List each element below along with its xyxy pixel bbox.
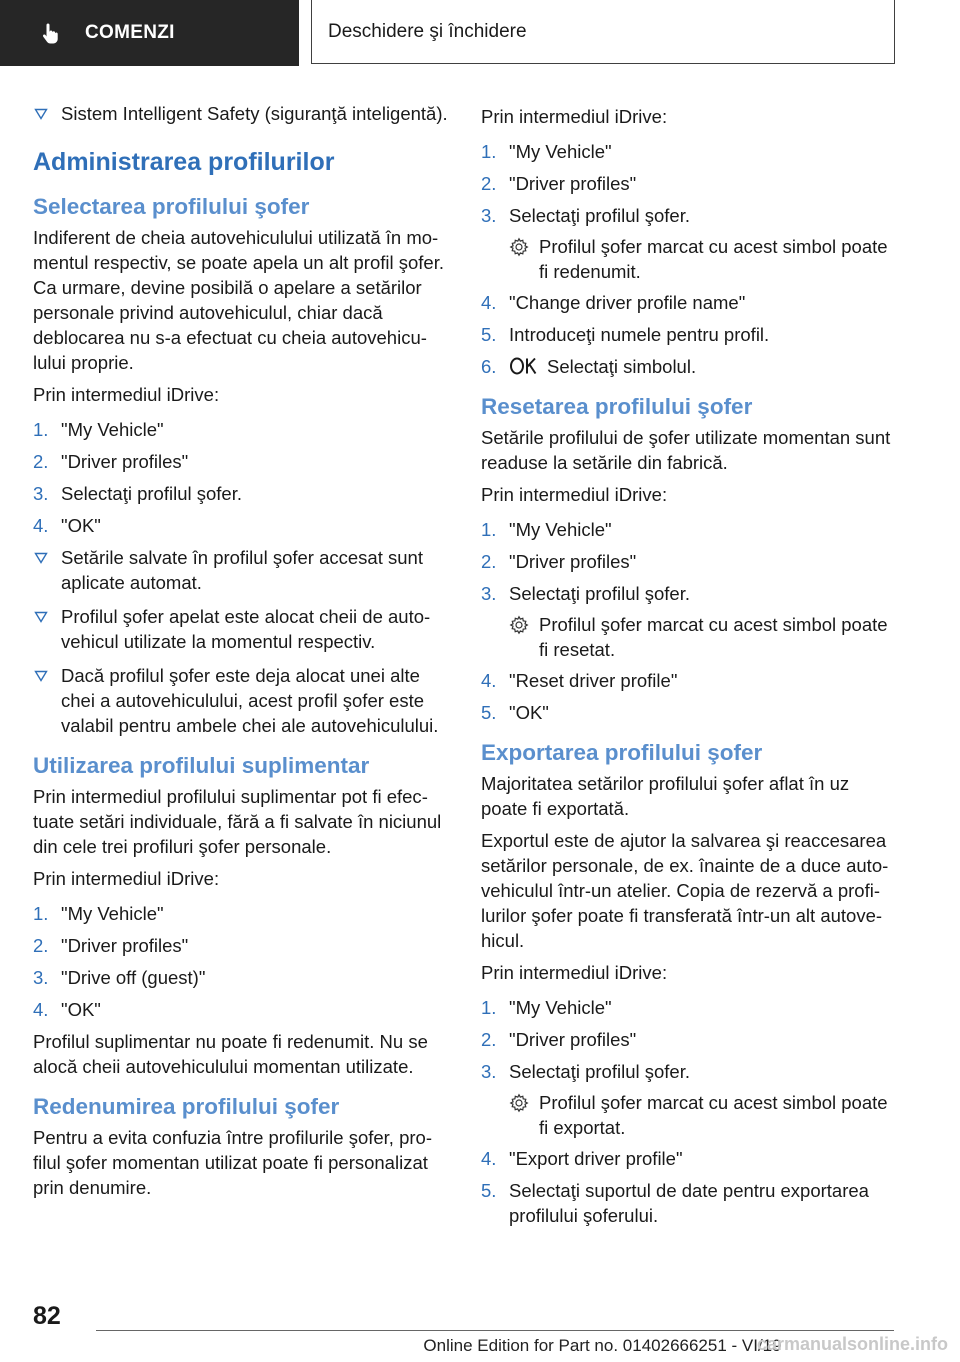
chapter-title: COMENZI — [85, 22, 175, 43]
list-item: 3. "Drive off (guest)" — [33, 967, 206, 988]
list-item: 2. "Driver profiles" — [33, 451, 189, 472]
bullet-item: Dacă profilul şofer este deja alocat unei alte chei a autovehiculului, acest profil şofer este valabil pentru ambele chei ale autovehiculului. — [33, 663, 448, 738]
edition-footer: Online Edition for Part no. 01402666251 - VI/19 — [423, 1336, 782, 1355]
list-item: 6. Selectaţi simbolul. — [481, 356, 697, 377]
list-item: 5. Introduceţi numele pentru profil. — [481, 324, 770, 345]
section-heading-select: Selectarea profilului şofer — [33, 194, 310, 219]
triangle-bullet-icon — [34, 552, 48, 564]
intro-text: Prin intermediul iDrive: — [481, 962, 668, 983]
intro-text: Prin intermediul iDrive: — [33, 868, 220, 889]
list-item: 1. "My Vehicle" — [33, 903, 164, 924]
bullet-item: Setările salvate în profilul şofer accesat sunt aplicate automat. — [33, 545, 448, 595]
note: Profilul şofer marcat cu acest simbol poate fi resetat. — [481, 612, 896, 662]
triangle-bullet-icon — [34, 108, 48, 120]
section-title: Deschidere şi închidere — [328, 20, 527, 42]
chapter-heading: Administrarea profilurilor — [33, 148, 335, 176]
note: Profilul şofer marcat cu acest simbol poate fi redenumit. — [481, 234, 896, 284]
bullet-item: Profilul şofer apelat este alocat cheii de autovehicul utilizate la momentul respectiv. — [33, 604, 448, 654]
list-item: 2. "Driver profiles" — [481, 1029, 637, 1050]
hand-icon — [39, 21, 63, 45]
list-item: 2. "Driver profiles" — [33, 935, 189, 956]
steps-list — [33, 417, 448, 538]
steps-list — [481, 517, 896, 725]
chapter-tab — [0, 0, 299, 66]
paragraph: Profilul suplimentar nu poate fi redenumit. Nu se alocă cheii autovehiculului momentan utilizate. — [33, 1031, 428, 1077]
list-item: 5. Selectaţi suportul de date pentru exportarea profilului şoferului. — [481, 1180, 869, 1226]
footer-divider — [96, 1330, 894, 1331]
steps-list — [481, 995, 896, 1228]
steps-list — [33, 901, 448, 1022]
list-item: 3. Selectaţi profilul şofer. — [481, 583, 690, 604]
note: Profilul şofer marcat cu acest simbol poate fi exportat. — [481, 1090, 896, 1140]
paragraph: Majoritatea setărilor profilului şofer aflat în uz poate fi exportată. — [481, 773, 850, 819]
list-item: 4. "Export driver profile" — [481, 1148, 683, 1169]
list-item: 4. "OK" — [33, 515, 101, 536]
gear-icon — [509, 615, 529, 635]
paragraph: Indiferent de cheia autovehiculului utilizată în momentul respectiv, se poate apela un alt profil şofer. Ca urmare, devine posibilă o apelare a setărilor personale privind autovehiculul, chiar dacă deblocarea nu s-a efectuat cu cheia autovehiculului proprie. — [33, 227, 445, 373]
list-item: 1. "My Vehicle" — [33, 419, 164, 440]
section-heading-export: Exportarea profilului şofer — [481, 740, 763, 765]
bullet-list — [33, 545, 448, 738]
intro-text: Prin intermediul iDrive: — [33, 384, 220, 405]
steps-list — [481, 139, 896, 379]
list-item: 4. "Change driver profile name" — [481, 292, 746, 313]
section-header — [311, 0, 895, 64]
list-item: 3. Selectaţi profilul şofer. — [481, 1061, 690, 1082]
section-heading-rename: Redenumirea profilului şofer — [33, 1094, 340, 1119]
bullet-item: Sistem Intelligent Safety (siguranţă inteligentă). — [33, 101, 448, 126]
intro-text: Prin intermediul iDrive: — [481, 484, 668, 505]
gear-icon — [509, 1093, 529, 1113]
list-item: 2. "Driver profiles" — [481, 173, 637, 194]
paragraph: Setările profilului de şofer utilizate momentan sunt readuse la setările din fabrică. — [481, 427, 891, 473]
paragraph: Prin intermediul profilului suplimentar pot fi efectuate setări individuale, fără a fi salvate în niciunul din cele trei profiluri şofer personale. — [33, 786, 442, 857]
list-item: 4. "OK" — [33, 999, 101, 1020]
list-item: 1. "My Vehicle" — [481, 519, 612, 540]
triangle-bullet-icon — [34, 611, 48, 623]
watermark: carmanualsonline.info — [756, 1334, 948, 1354]
paragraph: Exportul este de ajutor la salvarea şi reaccesarea setărilor personale, de ex. înainte de a duce autovehiculul într-un atelier. Copia de rezervă a profilurilor şofer poate fi transferată într-un alt autovehicul. — [481, 830, 889, 951]
list-item: 1. "My Vehicle" — [481, 997, 612, 1018]
paragraph: Pentru a evita confuzia între profilurile şofer, profilul şofer momentan utilizat poate fi personalizat prin denumire. — [33, 1127, 432, 1198]
list-item: 1. "My Vehicle" — [481, 141, 612, 162]
section-heading-guest: Utilizarea profilului suplimentar — [33, 753, 370, 778]
triangle-bullet-icon — [34, 670, 48, 682]
page-number: 82 — [33, 1302, 61, 1330]
list-item: 2. "Driver profiles" — [481, 551, 637, 572]
left-column — [33, 101, 448, 1207]
list-item: 4. "Reset driver profile" — [481, 670, 678, 691]
ok-symbol-icon — [509, 356, 539, 376]
list-item: 3. Selectaţi profilul şofer. — [33, 483, 242, 504]
intro-text: Prin intermediul iDrive: — [481, 106, 668, 127]
list-item: 3. Selectaţi profilul şofer. — [481, 205, 690, 226]
section-heading-reset: Resetarea profilului şofer — [481, 394, 753, 419]
gear-icon — [509, 237, 529, 257]
list-item: 5. "OK" — [481, 702, 549, 723]
right-column — [481, 101, 896, 1235]
